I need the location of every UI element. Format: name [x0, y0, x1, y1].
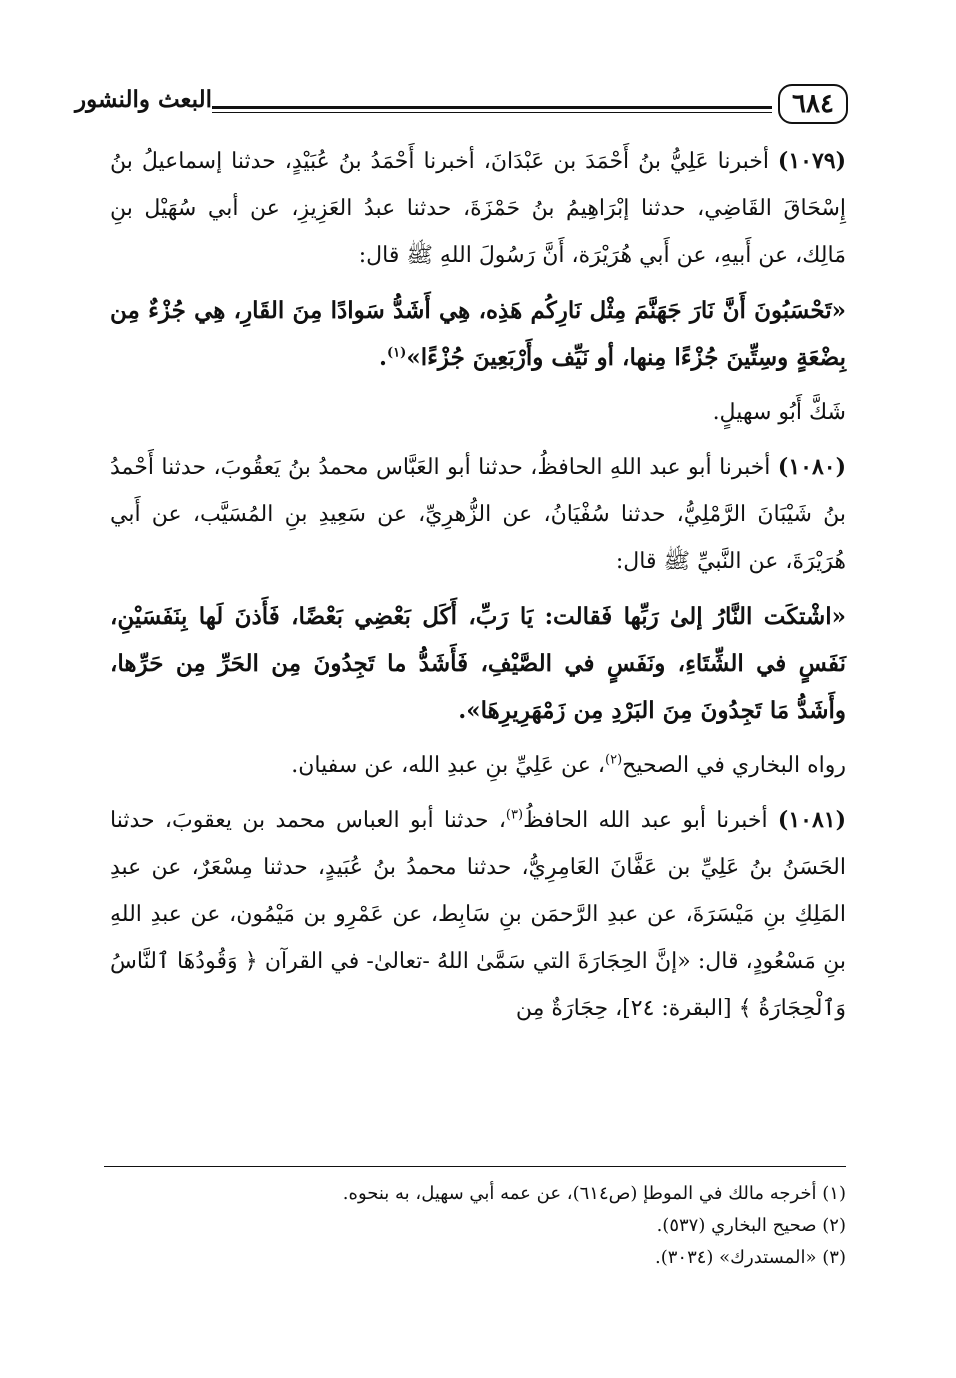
- takhrij-note: [110, 742, 846, 789]
- matn-text: «اشْتكَت النَّارُ إلىٰ رَبِّها فَقالت: يَا رَبِّ، أَكَل بَعْضِي بَعْضًا، فَأَذنَ لَها بِنَفَسَيْنِ، نَفَسٍ في الشِّتَاءِ، ونَفَسٍ في الصَّيْفِ، فَأَشَدُّ ما تَجِدُونَ مِن الحَرِّ مِن حَرِّها، وأَشَدُّ مَا تَجِدُونَ مِنَ البَرْدِ مِن زَمْهَرِيرِهَا»: [110, 603, 846, 724]
- isnad-text: أخبرنا عَلِيُّ بنُ أَحْمَدَ بن عَبْدَانَ، أخبرنا أَحْمَدُ بنُ عُبَيْدٍ، حدثنا إسماعيلُ بنُ إِسْحَاقَ القَاضِي، حدثنا إبْرَاهِيمُ بنُ حَمْزَةَ، حدثنا عبدُ العَزِيزِ، عن أبي سُهَيْل بنِ مَالِك، عن أَبيهِ، عن أَبي هُرَيْرَة، أَنَّ رَسُولَ اللهِ ﷺ قال:: [110, 149, 846, 268]
- hadith-number: (١٠٨١): [777, 807, 846, 833]
- matn-tail: .: [379, 344, 388, 371]
- hadith-number: (١٠٧٩): [777, 148, 846, 174]
- hadith-1080: [110, 444, 846, 585]
- header-rule: [212, 106, 772, 109]
- matn-text: «تَحْسَبُونَ أَنَّ نَارَ جَهَنَّمَ مِثْل نَارِكُم هَذِه، هِي أَشَدُّ سَوادًا مِنَ القَارِ، هِي جُزْءٌ مِن بِضْعَةٍ وسِتِّينَ جُزْءًا مِنها، أو نَيِّف وأَرْبَعِينَ جُزْءًا»: [110, 297, 846, 371]
- footnote-ref: (١): [387, 345, 407, 361]
- page-number: ٦٨٤: [778, 84, 848, 124]
- hadith-1081: [110, 797, 846, 1032]
- isnad-text: أخبرنا أبو عبد الله الحافظُ: [523, 808, 778, 833]
- footnote: (٣) «المستدرك» (٣٠٣٤).: [655, 1247, 846, 1268]
- book-title: البعث والنشور: [75, 86, 212, 113]
- note-tail: ، عن عَلِيِّ بنِ عبدِ الله، عن سفيان.: [291, 753, 605, 778]
- footnote-separator: [104, 1166, 846, 1167]
- isnad-text: أخبرنا أبو عبد اللهِ الحافظُ، حدثنا أبو العَبَّاس محمدُ بنُ يَعقُوبَ، حدثنا أَحْمدُ بنُ شَيْبَانَ الرَّمْلِيُّ، حدثنا سُفْيَانُ، عن الزُّهرِيِّ، عن سَعِيدِ بنِ المُسَيَّب، عن أَبي هُرَيْرَةَ، عن النَّبيِّ ﷺ قال:: [110, 455, 846, 574]
- hadith-1079: [110, 138, 846, 279]
- footnotes: [104, 1178, 846, 1274]
- note-text: رواه البخاري في الصحيح: [622, 753, 846, 778]
- footnote: (١) أخرجه مالك في الموطإ (ص٦١٤)، عن عمه أبي سهيل، به بنحوه.: [342, 1183, 846, 1204]
- note-text: شَكَّ أَبُو سهيلٍ.: [712, 400, 846, 425]
- footnote: (٢) صحيح البخاري (٥٣٧).: [656, 1215, 846, 1236]
- matn-tail: .: [458, 697, 467, 724]
- footnote-ref: (٣): [505, 807, 524, 823]
- narrator-note: [110, 389, 846, 436]
- isnad-tail: ، حدثنا أبو العباس محمد بن يعقوبَ، حدثنا الحَسَنُ بنُ عَلِيِّ بن عَفَّانَ العَامِرِيُّ، حدثنا محمدُ بنُ عُبَيدٍ، حدثنا مِسْعَرٌ، عن عبدِ المَلِكِ بنِ مَيْسَرَةَ، عن عبدِ الرَّحمَن بنِ سَابِط، عن عَمْرِو بن مَيْمُون، عن عبدِ اللهِ بنِ مَسْعُودٍ، قال: «إنَّ الحِجَارَةَ التي سَمَّىٰ اللهُ -تعالىٰ- في القرآن ﴿ وَقُودُهَا ٱلنَّاسُ وَٱلْحِجَارَةُ ﴾ [البقرة: ٢٤]، حِجَارَةٌ مِن: [110, 808, 846, 1021]
- hadith-number: (١٠٨٠): [777, 454, 846, 480]
- main-text: [110, 138, 846, 1032]
- hadith-matn: [110, 593, 846, 734]
- hadith-matn: [110, 287, 846, 381]
- page-header: [75, 84, 848, 128]
- header-rule-thin: [212, 112, 772, 113]
- footnote-ref: (٢): [605, 752, 623, 768]
